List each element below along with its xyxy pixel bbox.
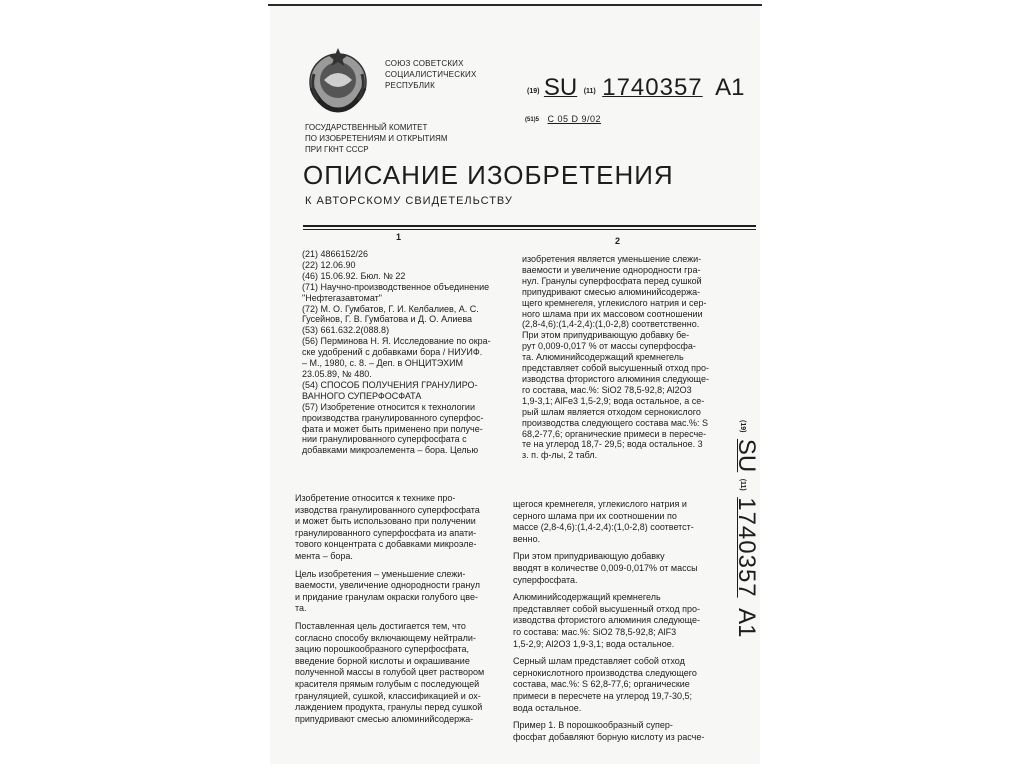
text-line: – М., 1980, с. 8. – Деп. в ОНЦИТЭХИМ [302,358,464,369]
text-line: состава, мас.%: S 62,8-77,6; органические [513,679,690,690]
text-line: вводят в количестве 0,009-0,017% от массы [513,562,698,573]
text-line: щего кремнегеля, углекислого натрия и сер- [522,297,707,308]
text-line: ваемости и увеличение однородности гра- [522,264,701,275]
text-line: (46) 15.06.92. Бюл. № 22 [302,270,406,281]
side-publication-number [732,420,760,637]
text-line: го состава, мас.%: SiO2 78,5-92,8; Al2O3 [522,384,692,395]
text-line: производства гранулированного суперфос- [302,412,484,423]
ipc-class: C 05 D 9/02 [547,114,602,124]
committee-line: ПРИ ГКНТ СССР [305,145,369,154]
publication-number [527,74,744,102]
text-line: венно. [513,533,541,544]
side-inid-code-19: (19) [739,420,746,433]
text-line: фосфат добавляют борную кислоту из расче- [513,731,705,742]
text-line: изобретения является уменьшение слежи- [522,254,702,264]
text-line: нул. Гранулы суперфосфата перед сушкой [522,275,702,286]
text-line: (2,8-4,6):(1,4-2,4):(1,0-2,8) соответственно. [522,319,700,330]
text-line: представляет собой высушенный отход про- [522,363,709,374]
text-line: и придание гранулам окраски голубого цве- [295,591,478,602]
text-line: нии гранулированного суперфосфата с [302,434,467,445]
ipc-classification [525,114,601,124]
inid-code-19: (19) [527,88,540,95]
text-line: Цель изобретения – уменьшение слежи- [295,568,466,579]
text-line: рут 0,009-0,017 % от массы суперфосфа- [522,341,696,352]
text-line: При этом припудривающую добавку [513,551,665,562]
text-line: Гусейнов, Г. В. Гумбатова и Д. О. Алиева [302,314,473,325]
page-top-rule [268,4,762,6]
union-line: СОЦИАЛИСТИЧЕСКИХ [385,70,477,79]
side-country-code: SU [733,438,760,473]
text-line: Серный шлам представляет собой отход [513,656,685,667]
text-line: суперфосфата. [513,574,578,585]
inid-code-11: (11) [583,88,596,95]
text-line: При этом припудривающую добавку бе- [522,330,690,341]
text-line: сернокислотного производства следующего [513,667,697,678]
text-line: гранулированного суперфосфата из апати- [295,527,477,538]
bibliographic-data [302,249,512,456]
union-line: СОЮЗ СОВЕТСКИХ [385,59,464,68]
text-line: вода остальное. [513,702,582,713]
text-line: красителя прямым голубым с последующей [295,678,480,689]
text-line: фата и может быть применено при получе- [302,423,483,434]
document-title: ОПИСАНИЕ ИЗОБРЕТЕНИЯ [303,160,674,190]
text-line: припудривают смесью алюминийсодержа- [295,713,474,724]
text-line: (22) 12.06.90 [302,259,356,270]
country-union-label [385,58,477,91]
patent-number: 1740357 [602,74,703,101]
text-line: Изобретение относится к технике про- [295,493,456,503]
side-patent-number: 1740357 [733,497,760,598]
description-column-2 [513,499,745,743]
text-line: примеси в пересчете на углерод 19,7-30,5; [513,690,693,701]
text-line: ваемости, увеличение однородности гранул [295,580,480,591]
text-line: (21) 4866152/26 [302,249,369,259]
text-line: з. п. ф-лы, 2 табл. [522,450,598,461]
text-line: введение борной кислоты и окрашивание [295,655,470,666]
inid-code-51: (51)5 [525,117,540,123]
committee-label [305,122,447,155]
text-line: полученной массы в голубой цвет раствором [295,667,485,678]
text-line: та. [295,603,307,614]
header-divider [303,225,756,227]
text-line: 68,2-77,6; органические примеси в пересче- [522,428,707,439]
committee-line: ПО ИЗОБРЕТЕНИЯМ И ОТКРЫТИЯМ [305,134,448,143]
text-line: Алюминийсодержащий кремнегель [513,592,661,603]
ussr-emblem-icon [302,44,374,116]
text-line: добавками микроэлемента – бора. Целью [302,445,479,456]
side-inid-code-11: (11) [739,478,746,491]
text-line: тового концентрата с добавками микроэле- [295,539,477,550]
text-line: массе (2,8-4,6):(1,4-2,4):(1,0-2,8) соответст- [513,522,694,533]
committee-line: ГОСУДАРСТВЕННЫЙ КОМИТЕТ [305,123,428,132]
text-line: щегося кремнегеля, углекислого натрия и [513,499,687,509]
text-line: 1,9-3,1; AlFe3 1,5-2,9; вода остальное, а се- [522,395,705,406]
text-line: Пример 1. В порошкообразный супер- [513,720,673,731]
text-line: и может быть использовано при получении [295,516,476,527]
text-line: (72) М. О. Гумбатов, Г. И. Келбалиев, А. С. [302,303,479,314]
text-line: ВАННОГО СУПЕРФОСФАТА [302,390,422,401]
text-line: рый шлам является отходом сернокислого [522,406,701,417]
text-line: (57) Изобретение относится к технологии [302,401,475,412]
union-line: РЕСПУБЛИК [385,81,435,90]
text-line: лаждением продукта, гранулы перед сушкой [295,702,483,713]
text-line: изводства фтористого алюминия следующе- [513,615,700,626]
text-line: изводства гранулированного суперфосфата [295,504,480,515]
text-line: представляет собой высушенный отход про- [513,603,700,614]
text-line: ске удобрений с добавками бора / НИУИФ. [302,347,483,358]
text-line: Поставленная цель достигается тем, что [295,620,466,631]
text-line: производства следующего состава мас.%: S [522,417,709,428]
text-line: изводства фтористого алюминия следующе- [522,373,709,384]
text-line: (56) Перминова Н. Я. Исследование по окра- [302,336,491,347]
text-line: зацию порошкообразного суперфосфата, [295,644,470,655]
text-line: согласно способу включающему нейтрали- [295,632,476,643]
document-subtitle: К АВТОРСКОМУ СВИДЕТЕЛЬСТВУ [305,195,513,207]
text-line: грануляцией, сушкой, классификацией и ох- [295,690,481,701]
text-line: та. Алюминийсодержащий кремнегель [522,352,684,363]
kind-code: A1 [715,74,745,101]
abstract-continuation [522,254,748,461]
country-code: SU [543,74,578,101]
text-line: мента – бора. [295,550,353,561]
text-line: го состава: мас.%: SiO2 78,5-92,8; AlF3 [513,626,677,637]
text-line: (71) Научно-производственное объединение [302,281,490,292]
text-line: припудривают смесью алюминийсодержа- [522,286,701,297]
text-line: серного шлама при их соотношении по [513,510,677,521]
text-line: (54) СПОСОБ ПОЛУЧЕНИЯ ГРАНУЛИРО- [302,379,478,390]
text-line: 23.05.89, № 480. [302,368,372,379]
text-line: (53) 661.632.2(088.8) [302,325,390,336]
text-line: 1,5-2,9; Al2O3 1,9-3,1; вода остальное. [513,638,675,649]
text-line: ного шлама при их массовом соотношении [522,308,703,319]
column-number-1: 1 [396,232,402,242]
column-number-2: 2 [615,236,621,246]
text-line: "Нефтегазавтомат" [302,292,382,303]
side-kind-code: A1 [733,608,760,638]
header-divider-thin [303,229,756,230]
text-line: те на углерод 18,7- 29,5; вода остальное. 3 [522,439,703,450]
description-column-1 [295,493,515,725]
